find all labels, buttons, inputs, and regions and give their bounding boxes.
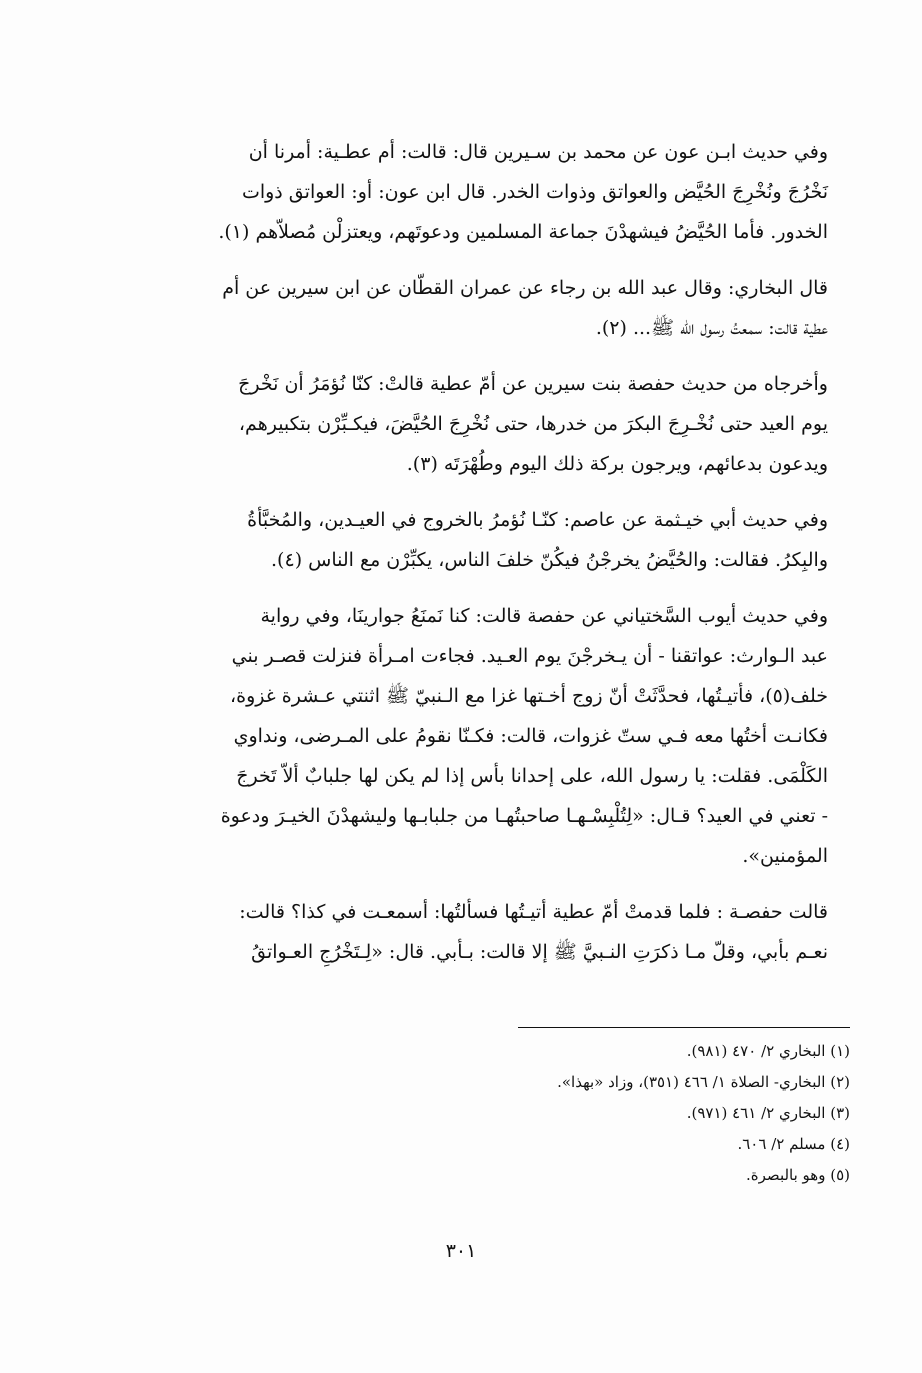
text-line: قالت حفصـة : فلما قدمتْ أمّ عطية أتيـتُها فسألتُها: أسمعـت في كذا؟ قالت: <box>239 901 828 923</box>
text-line: وفي حديث أيوب السَّختياني عن حفصة قالت: كنا نَمنَعُ جوارينَا، وفي رواية <box>260 605 828 627</box>
paragraph <box>104 596 850 876</box>
footnote: (١) البخاري ٢/ ٤٧٠ (٩٨١). <box>686 1042 850 1060</box>
text-line: وأخرجاه من حديث حفصة بنت سيرين عن أمّ عطية قالتْ: كنّا نُؤمَرُ أن نَخْرجَ <box>238 373 828 395</box>
footnote: (٤) مسلم ٢/ ٦٠٦. <box>737 1135 850 1153</box>
footnote: (٣) البخاري ٢/ ٤٦١ (٩٧١). <box>686 1104 850 1122</box>
footnote: (٥) وهو بالبصرة. <box>746 1166 850 1184</box>
page-number: ٣٠١ <box>445 1240 477 1262</box>
text-line: المؤمنين». <box>742 845 828 867</box>
paragraph <box>104 132 850 252</box>
text-line: - تعني في العيد؟ قـال: «لِتُلْبِسْـهـا صاحبتُهـا من جلبابـها وليشهدْنَ الخيـرَ ودعوة <box>220 805 828 827</box>
main-text <box>104 132 850 988</box>
text-line: نَخْرُجَ ونُخْرِجَ الحُيَّض والعواتق وذوات الخدر. قال ابن عون: أو: العواتق ذوات <box>241 181 828 203</box>
paragraph <box>104 892 850 972</box>
text-line: قال البخاري: وقال عبد الله بن رجاء عن عمران القطّان عن ابن سيرين عن أم <box>222 277 828 299</box>
text-line: وفي حديث أبي خيـثمة عن عاصم: كنّـا نُؤمرُ بالخروج في العيـدين، والمُخبَّأةُ <box>247 509 828 531</box>
text-line: فكانـت أختُها معه فـي ستّ غزوات، قالت: فكـنّا نقومُ على المـرضى، ونداوي <box>233 725 828 747</box>
text-line: يوم العيد حتى نُخْـرِجَ البكرَ من خدرها، حتى نُخْرِجَ الحُيَّضَ، فيكـبِّرْن بتكبيرهم، <box>238 413 828 435</box>
paragraph <box>104 500 850 580</box>
text-line: نعـم بأبي، وقلّ مـا ذكرَتِ النـبيَّ ﷺ إلا قالت: بـأبي. قال: «لِـتَخْرُجِ العـواتقُ <box>251 941 828 963</box>
paragraph <box>104 364 850 484</box>
text-line: والبِكرُ. فقالت: والحُيَّضُ يخرجْنُ فيكُنّ خلفَ الناس، يكبِّرْن مع الناس (٤). <box>271 549 828 571</box>
text-line: الخدور. فأما الحُيَّضُ فيشهدْنَ جماعة المسلمين ودعوتَهم، ويعتزلْن مُصلاّهم (١). <box>218 221 828 243</box>
footnotes <box>104 1036 850 1191</box>
text-line: وفي حديث ابـن عون عن محمد بن سـيرين قال: قالت: أم عطـية: أمرنا أن <box>248 141 828 163</box>
text-line: الكَلْمَى. فقلت: يا رسول الله، على إحدانا بأس إذا لم يكن لها جلبابٌ ألاّ تَخرجَ <box>236 765 828 787</box>
footnote: (٢) البخاري- الصلاة ١/ ٤٦٦ (٣٥١)، وزاد «بهذا». <box>557 1073 850 1091</box>
paragraph <box>104 268 850 348</box>
text-line: ويدعون بدعائهم، ويرجون بركة ذلك اليوم وطُهْرَتَه (٣). <box>406 453 828 475</box>
text-line: عطية قالت: سمعتُ رسول الله ﷺ... (٢). <box>595 317 828 339</box>
text-line: خلف(٥)، فأتيـتُها، فحدَّثَتْ أنّ زوج أخـتها غزا مع الـنبيّ ﷺ اثنتي عـشرة غزوة، <box>230 685 828 707</box>
footnote-separator <box>518 1027 850 1028</box>
text-line: عبد الـوارث: عواتقنا - أن يـخرجْنَ يوم العـيد. فجاءت امـرأة فنزلت قصـر بني <box>231 645 828 667</box>
